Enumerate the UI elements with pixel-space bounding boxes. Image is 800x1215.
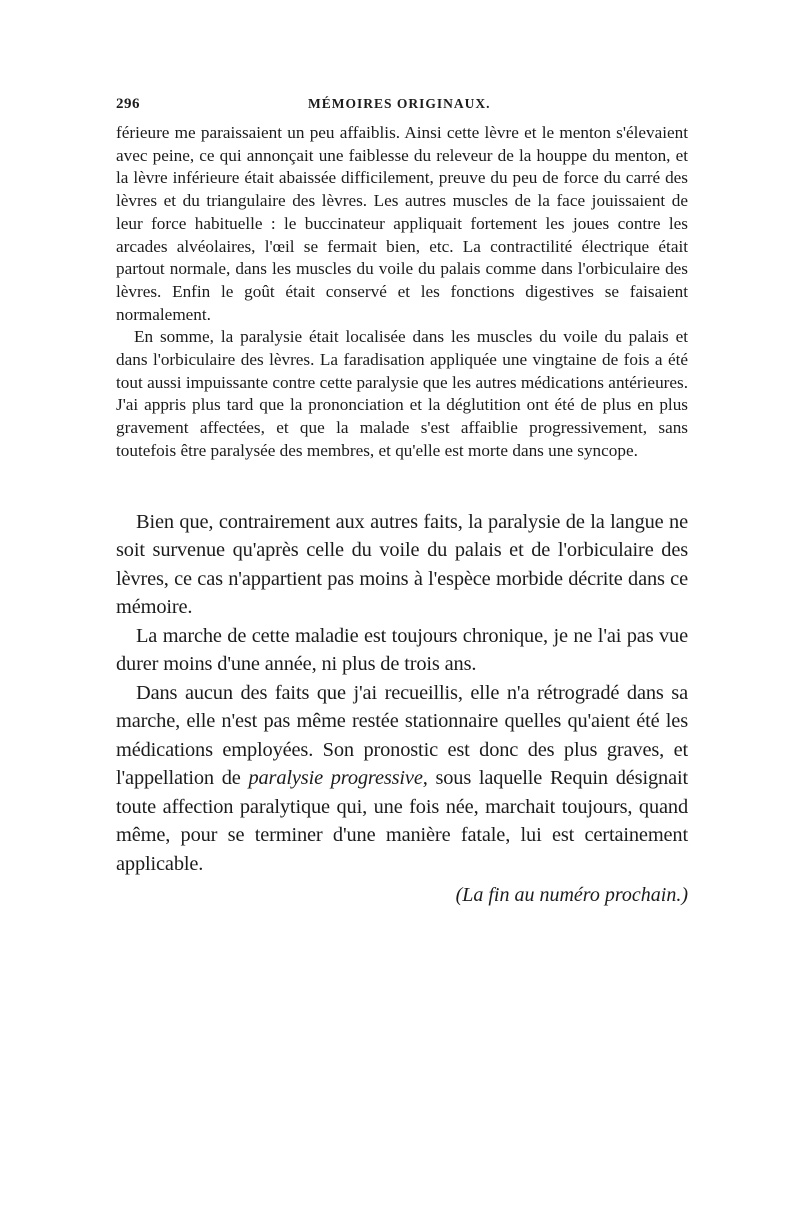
page-number: 296 — [116, 96, 140, 112]
emphasized-term: paralysie progressive, — [248, 767, 428, 790]
paragraph-1: férieure me paraissaient un peu affaiblis. Ainsi cette lèvre et le menton s'élevaient avec peine, ce qui annonçait une faiblesse du releveur de la houppe du menton, et la lèvre inférieure était abaissée difficilement, preuve du peu de force du carré des lèvres et du triangulaire des lèvres. Les autres muscles de la face jouissaient de leur force habituelle : le buccinateur appliquait fortement les joues contre les arcades alvéolaires, l'œil se fermait bien, etc. La contractilité électrique était partout normale, dans les muscles du voile du palais comme dans l'orbiculaire des lèvres. Enfin le goût était conservé et les fonctions digestives se faisaient normalement. — [116, 123, 688, 324]
paragraph-5 — [116, 679, 688, 879]
running-title: MÉMOIRES ORIGINAUX. — [308, 96, 491, 111]
paragraph-3: Bien que, contrairement aux autres faits, la paralysie de la langue ne soit survenue qu'après celle du voile du palais et de l'orbiculaire des lèvres, ce cas n'appartient pas moins à l'espèce morbide décrite dans ce mémoire. — [116, 510, 688, 619]
paragraph-5-start: Dans aucun des faits que j'ai recueillis, elle n'a rétrogradé dans sa marche, elle n'est pas même restée stationnaire quelles qu'aient été les médications employées. Son pronostic est donc des plus graves, et l'appellation de — [116, 681, 688, 790]
paragraph-5-end: sous laquelle Requin désignait toute affection paralytique qui, une fois née, marchait toujours, quand même, pour se terminer d'une manière fatale, lui est certainement applicable. — [116, 767, 688, 875]
page-header — [116, 96, 688, 122]
paragraph-2: En somme, la paralysie était localisée dans les muscles du voile du palais et dans l'orbiculaire des lèvres. La faradisation appliquée une vingtaine de fois a été tout aussi impuissante contre cette paralysie que les autres médications antérieures. J'ai appris plus tard que la prononciation et la déglutition ont été de plus en plus gravement affectées, et que la malade s'est affaiblie progressivement, sans toutefois être paralysée des membres, et qu'elle est morte dans une syncope. — [116, 327, 688, 460]
document-page — [116, 96, 688, 907]
paragraph-4: La marche de cette maladie est toujours chronique, je ne l'ai pas vue durer moins d'une année, ni plus de trois ans. — [116, 624, 688, 676]
section-gap — [116, 463, 688, 508]
closing-note: (La fin au numéro prochain.) — [455, 884, 688, 907]
